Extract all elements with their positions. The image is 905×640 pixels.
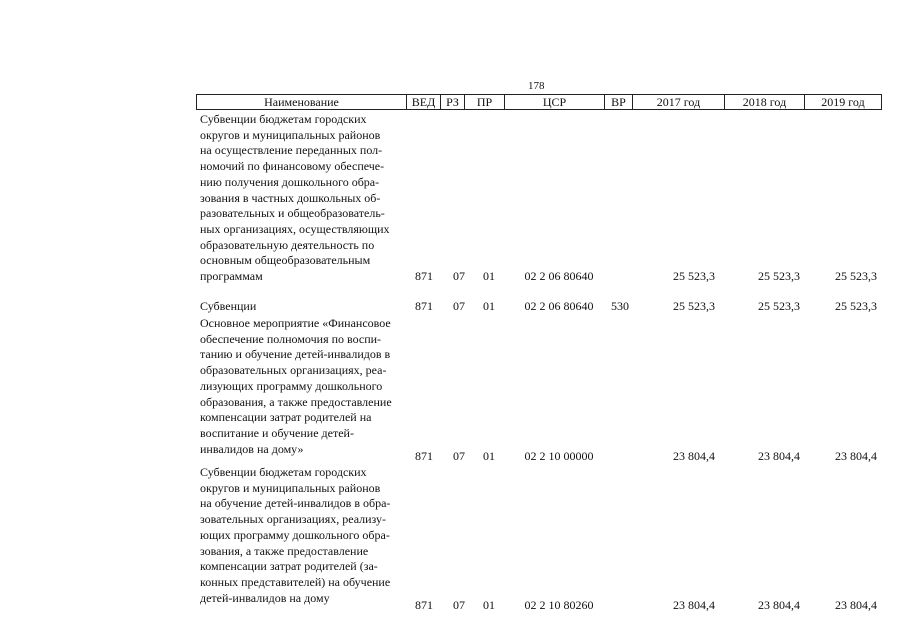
header-vr: ВР [605,95,633,109]
row-2019: 23 804,4 [835,449,877,463]
row-2019: 25 523,3 [835,269,877,283]
row-name: Субвенции [200,299,257,313]
header-name: Наименование [197,95,407,109]
header-ved: ВЕД [407,95,441,109]
row-2019: 25 523,3 [835,299,877,313]
row-csr: 02 2 06 80640 [524,269,594,283]
row-2019: 23 804,4 [835,598,877,612]
row-2017: 25 523,3 [673,269,715,283]
row-2017: 23 804,4 [673,598,715,612]
row-2018: 23 804,4 [758,449,800,463]
row-pr: 01 [483,299,495,313]
table-header [196,94,882,110]
row-csr: 02 2 06 80640 [524,299,594,313]
row-2018: 25 523,3 [758,269,800,283]
row-pr: 01 [483,598,495,612]
header-2017: 2017 год [633,95,725,109]
row-2018: 25 523,3 [758,299,800,313]
row-rz: 07 [453,598,465,612]
header-2019: 2019 год [821,95,865,109]
header-csr: ЦСР [505,95,605,109]
row-ved: 871 [415,598,433,612]
row-pr: 01 [483,269,495,283]
row-name: Основное мероприятие «Финансовое обеспечение полномочия по воспи- танию и обучение детей-инвалидов в образовательных организациях, реа- лизующих программу дошкольного образования, а также предоставление компенсации затрат родителей на воспитание и обучение детей- инвалидов на дому» [200,316,392,456]
row-ved: 871 [415,299,433,313]
header-rz: РЗ [441,95,465,109]
row-rz: 07 [453,449,465,463]
row-csr: 02 2 10 00000 [524,449,594,463]
header-pr: ПР [465,95,505,109]
row-csr: 02 2 10 80260 [524,598,594,612]
row-ved: 871 [415,269,433,283]
row-pr: 01 [483,449,495,463]
row-2018: 23 804,4 [758,598,800,612]
row-ved: 871 [415,449,433,463]
row-2017: 25 523,3 [673,299,715,313]
row-name: Субвенции бюджетам городских округов и муниципальных районов на осуществление переданных пол- номочий по финансовому обеспече- нию получения дошкольного обра- зования в частных дошкольных об- разовательных и общеобразователь- ных организациях, осуществляющих образовательную деятельность по основным общеобразовательным программам [200,112,390,284]
header-2018: 2018 год [725,95,805,109]
row-rz: 07 [453,269,465,283]
row-vr: 530 [611,299,629,313]
row-2017: 23 804,4 [673,449,715,463]
page-number: 178 [528,80,545,92]
row-name: Субвенции бюджетам городских округов и муниципальных районов на обучение детей-инвалидов в обра- зовательных организациях, реализу- ющих программу дошкольного обра- зования, а также предоставление компенсации затрат родителей (за- конных представителей) на обучение детей-инвалидов на дому [200,465,391,605]
row-rz: 07 [453,299,465,313]
